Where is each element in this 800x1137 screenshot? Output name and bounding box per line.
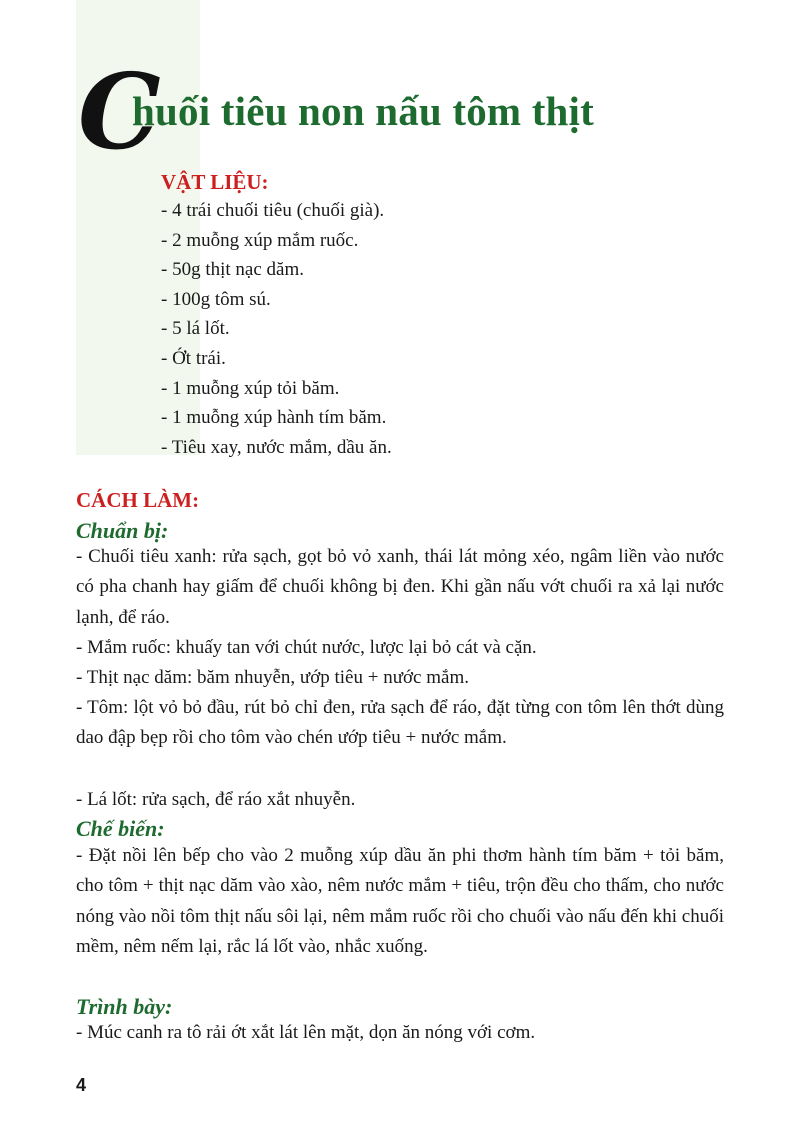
ingredient-item: - 5 lá lốt. — [161, 318, 230, 340]
serve-heading: Trình bày: — [76, 994, 173, 1019]
method-heading: CÁCH LÀM: — [76, 488, 200, 512]
prep-paragraph: - Lá lốt: rửa sạch, để ráo xắt nhuyễn. — [76, 789, 356, 810]
title-text: huối tiêu non nấu tôm thịt — [132, 88, 595, 134]
prep-paragraph: - Chuối tiêu xanh: rửa sạch, gọt bỏ vỏ xanh, thái lát mỏng xéo, ngâm liền vào nước có pha chanh hay giấm để chuối không bị đen. Khi gần nấu vớt chuối ra xả lại nước lạnh, để ráo. — [76, 546, 724, 628]
ingredient-item: - 1 muỗng xúp tỏi băm. — [161, 377, 340, 399]
prep-paragraph: - Mắm ruốc: khuấy tan với chút nước, lược lại bỏ cát và cặn. — [76, 637, 537, 658]
page-title — [78, 50, 778, 173]
title-initial-letter: C — [78, 50, 161, 173]
ingredient-item: - 1 muỗng xúp hành tím băm. — [161, 407, 387, 429]
ingredient-item: - 50g thịt nạc dăm. — [161, 259, 304, 281]
ingredient-item: - Ớt trái. — [161, 347, 226, 369]
ingredients-list — [161, 196, 392, 462]
ingredient-item: - 2 muỗng xúp mắm ruốc. — [161, 229, 359, 251]
cook-paragraph: - Đặt nồi lên bếp cho vào 2 muỗng xúp dầu ăn phi thơm hành tím băm + tỏi băm, cho tôm + thịt nạc dăm vào xào, nêm nước mắm + tiêu, trộn đều cho thấm, cho nước nóng vào nồi tôm thịt nấu sôi lại, nêm mắm ruốc rồi cho chuối vào nấu đến khi chuối mềm, nêm nếm lại, rắc lá lốt vào, nhắc xuống. — [76, 845, 724, 958]
prep-paragraph: - Thịt nạc dăm: băm nhuyễn, ướp tiêu + nước mắm. — [76, 667, 469, 688]
ingredient-item: - 4 trái chuối tiêu (chuối già). — [161, 200, 385, 221]
ingredients-heading: VẬT LIỆU: — [161, 170, 269, 194]
ingredient-item: - Tiêu xay, nước mắm, dầu ăn. — [161, 436, 392, 458]
prep-heading: Chuẩn bị: — [76, 518, 169, 543]
ingredient-item: - 100g tôm sú. — [161, 288, 271, 310]
prep-paragraph: - Tôm: lột vỏ bỏ đầu, rút bỏ chỉ đen, rửa sạch để ráo, đặt từng con tôm lên thớt dùng dao đập bẹp rồi cho tôm vào chén ướp tiêu + nước mắm. — [76, 697, 724, 749]
page-number: 4 — [76, 1075, 87, 1095]
serve-paragraph: - Múc canh ra tô rải ớt xắt lát lên mặt, dọn ăn nóng với cơm. — [76, 1022, 536, 1043]
cook-heading: Chế biến: — [76, 816, 165, 841]
